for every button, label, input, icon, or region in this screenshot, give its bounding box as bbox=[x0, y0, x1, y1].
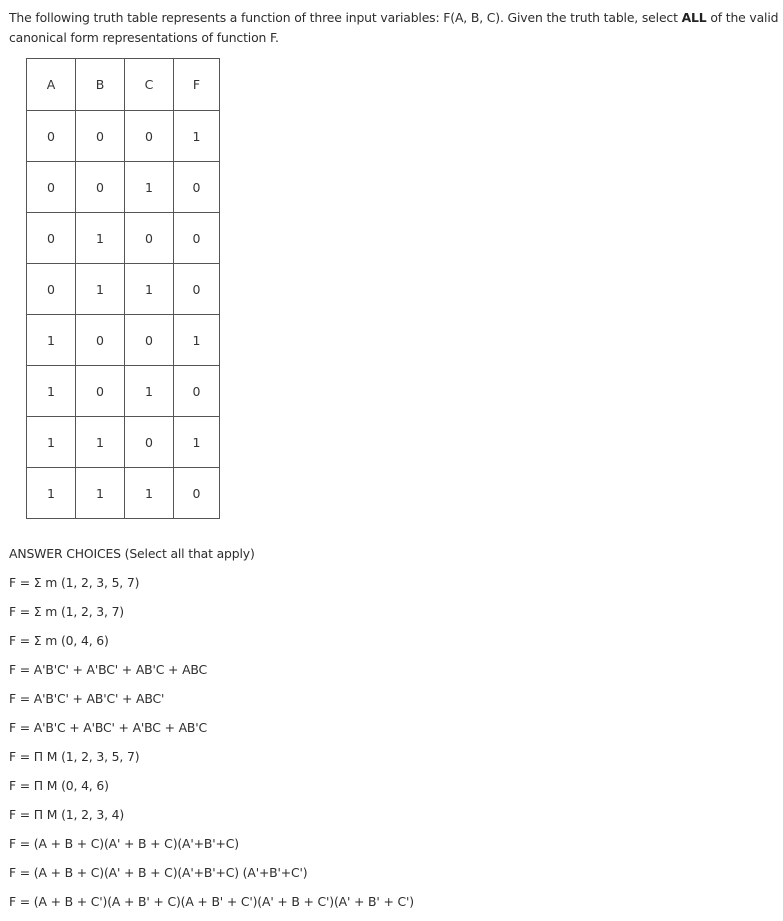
cell-c: 0 bbox=[125, 417, 174, 468]
answer-choice[interactable]: F = A'B'C' + AB'C' + ABC' bbox=[9, 691, 165, 706]
cell-f: 0 bbox=[174, 264, 220, 315]
answer-choice[interactable]: F = Σ m (0, 4, 6) bbox=[9, 633, 109, 648]
cell-c: 1 bbox=[125, 162, 174, 213]
cell-c: 1 bbox=[125, 264, 174, 315]
question-after: of the valid canonical form representations of function F. bbox=[9, 10, 779, 45]
answer-choice[interactable]: F = Π M (1, 2, 3, 4) bbox=[9, 807, 125, 822]
cell-a: 0 bbox=[27, 111, 76, 162]
answer-choice[interactable]: F = (A + B + C)(A' + B + C)(A'+B'+C) (A'+B'+C') bbox=[9, 865, 308, 880]
cell-a: 0 bbox=[27, 264, 76, 315]
answer-choice[interactable]: F = A'B'C + A'BC' + A'BC + AB'C bbox=[9, 720, 208, 735]
cell-f: 1 bbox=[174, 111, 220, 162]
truth-table bbox=[26, 58, 220, 519]
cell-c: 0 bbox=[125, 315, 174, 366]
answer-choice[interactable]: F = Σ m (1, 2, 3, 7) bbox=[9, 604, 124, 619]
header-b: B bbox=[76, 59, 125, 111]
cell-b: 1 bbox=[76, 417, 125, 468]
cell-b: 1 bbox=[76, 264, 125, 315]
question-before: The following truth table represents a function of three input variables: F(A, B, C). Given the truth table, select bbox=[9, 10, 682, 25]
cell-c: 1 bbox=[125, 468, 174, 519]
cell-a: 1 bbox=[27, 366, 76, 417]
cell-b: 1 bbox=[76, 213, 125, 264]
answer-choices-heading: ANSWER CHOICES (Select all that apply) bbox=[9, 546, 255, 561]
table-row bbox=[27, 315, 220, 366]
header-f: F bbox=[174, 59, 220, 111]
table-row bbox=[27, 366, 220, 417]
table-row bbox=[27, 417, 220, 468]
table-row bbox=[27, 162, 220, 213]
answer-choice[interactable]: F = Π M (0, 4, 6) bbox=[9, 778, 109, 793]
cell-a: 0 bbox=[27, 162, 76, 213]
table-row bbox=[27, 264, 220, 315]
cell-c: 1 bbox=[125, 366, 174, 417]
cell-c: 0 bbox=[125, 111, 174, 162]
cell-f: 1 bbox=[174, 417, 220, 468]
cell-a: 1 bbox=[27, 315, 76, 366]
cell-b: 0 bbox=[76, 315, 125, 366]
cell-f: 1 bbox=[174, 315, 220, 366]
cell-b: 0 bbox=[76, 162, 125, 213]
truth-table-header-row bbox=[27, 59, 220, 111]
cell-c: 0 bbox=[125, 213, 174, 264]
answer-choice[interactable]: F = (A + B + C)(A' + B + C)(A'+B'+C) bbox=[9, 836, 239, 851]
answer-choice[interactable]: F = Π M (1, 2, 3, 5, 7) bbox=[9, 749, 140, 764]
answer-choice[interactable]: F = A'B'C' + A'BC' + AB'C + ABC bbox=[9, 662, 208, 677]
question-text bbox=[9, 8, 781, 48]
cell-f: 0 bbox=[174, 162, 220, 213]
question-emphasis: ALL bbox=[681, 10, 707, 25]
header-a: A bbox=[27, 59, 76, 111]
cell-f: 0 bbox=[174, 213, 220, 264]
cell-a: 1 bbox=[27, 417, 76, 468]
cell-b: 1 bbox=[76, 468, 125, 519]
answer-choice[interactable]: F = (A + B + C')(A + B' + C)(A + B' + C')(A' + B + C')(A' + B' + C') bbox=[9, 894, 414, 909]
table-row bbox=[27, 213, 220, 264]
cell-a: 1 bbox=[27, 468, 76, 519]
cell-f: 0 bbox=[174, 366, 220, 417]
cell-f: 0 bbox=[174, 468, 220, 519]
table-row bbox=[27, 468, 220, 519]
answer-choice[interactable]: F = Σ m (1, 2, 3, 5, 7) bbox=[9, 575, 140, 590]
cell-b: 0 bbox=[76, 111, 125, 162]
answer-choices bbox=[9, 544, 414, 921]
table-row bbox=[27, 111, 220, 162]
cell-a: 0 bbox=[27, 213, 76, 264]
cell-b: 0 bbox=[76, 366, 125, 417]
header-c: C bbox=[125, 59, 174, 111]
